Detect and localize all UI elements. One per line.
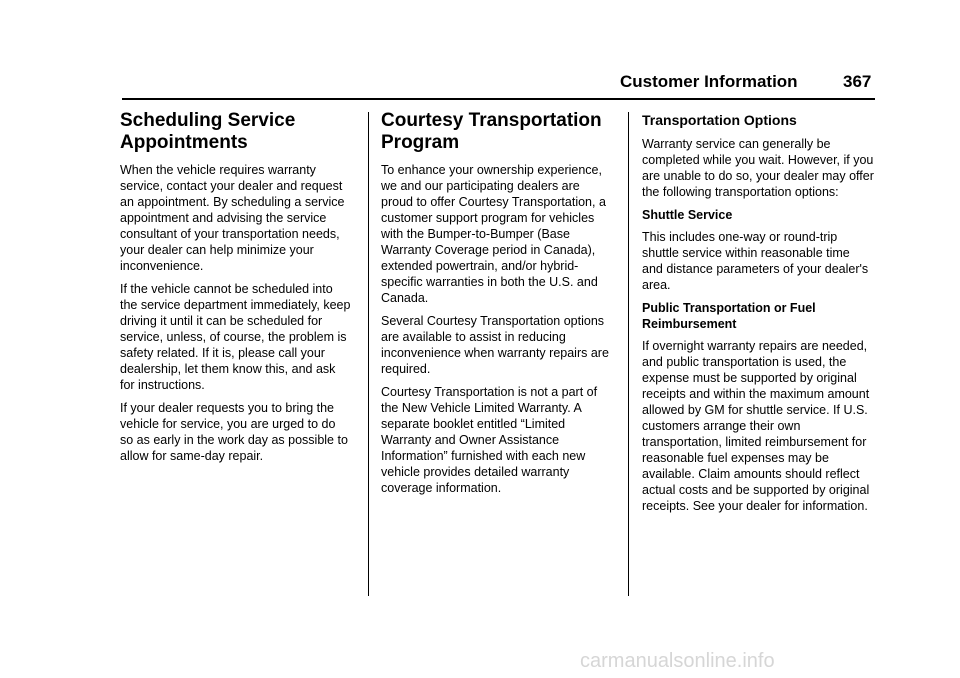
public-transport-heading: Public Transportation or Fuel Reimbursement bbox=[642, 301, 816, 331]
courtesy-paragraph-3: Courtesy Transportation is not a part of the New Vehicle Limited Warranty. A separate booklet entitled “Limited Warranty and Owner Assistance Information” furnished with each new vehicle provides detailed warranty coverage information. bbox=[381, 385, 598, 495]
scheduling-paragraph-2: If the vehicle cannot be scheduled into the service department immediately, keep driving it until it can be scheduled for service, unless, of course, the problem is safety related. If it is, please call your dealership, let them know this, and ask for instructions. bbox=[120, 282, 351, 392]
courtesy-paragraph-1: To enhance your ownership experience, we and our participating dealers are proud to offer Courtesy Transportation, a customer support program for vehicles with the Bumper-to-Bumper (Base Warranty Coverage period in Canada), extended powertrain, and/or hybrid-specific warranties in both the U.S. and Canada. bbox=[381, 163, 606, 305]
page-number: 367 bbox=[843, 72, 872, 91]
shuttle-service-heading: Shuttle Service bbox=[642, 208, 733, 222]
watermark: carmanualsonline.info bbox=[580, 650, 775, 672]
shuttle-service-text: This includes one-way or round-trip shuttle service within reasonable time and distance parameters of your dealer's area. bbox=[642, 230, 869, 292]
transportation-options-heading: Transportation Options bbox=[642, 112, 797, 128]
column-scheduling bbox=[120, 110, 352, 471]
column-divider-2 bbox=[628, 112, 629, 596]
page-section-title: Customer Information bbox=[620, 72, 798, 91]
column-transportation-options bbox=[642, 110, 874, 521]
column-courtesy bbox=[381, 110, 613, 503]
courtesy-heading: Courtesy Transportation Program bbox=[381, 110, 602, 153]
transportation-intro: Warranty service can generally be completed while you wait. However, if you are unable to do so, your dealer may offer the following transportation options: bbox=[642, 137, 874, 199]
scheduling-paragraph-3: If your dealer requests you to bring the vehicle for service, you are urged to do so as early in the work day as possible to allow for same-day repair. bbox=[120, 401, 348, 463]
courtesy-paragraph-2: Several Courtesy Transportation options are available to assist in reducing inconvenience when warranty repairs are required. bbox=[381, 314, 609, 376]
scheduling-paragraph-1: When the vehicle requires warranty service, contact your dealer and request an appointment. By scheduling a service appointment and advising the service consultant of your transportation needs, your dealer can help minimize your inconvenience. bbox=[120, 163, 345, 273]
scheduling-heading: Scheduling Service Appointments bbox=[120, 110, 296, 153]
public-transport-text: If overnight warranty repairs are needed, and public transportation is used, the expense must be supported by original receipts and within the maximum amount allowed by GM for shuttle service. If U.S. customers arrange their own transportation, limited reimbursement for reasonable fuel expenses may be available. Claim amounts should reflect actual costs and be supported by original receipts. See your dealer for information. bbox=[642, 339, 870, 513]
header-rule bbox=[122, 98, 875, 100]
column-divider-1 bbox=[368, 112, 369, 596]
